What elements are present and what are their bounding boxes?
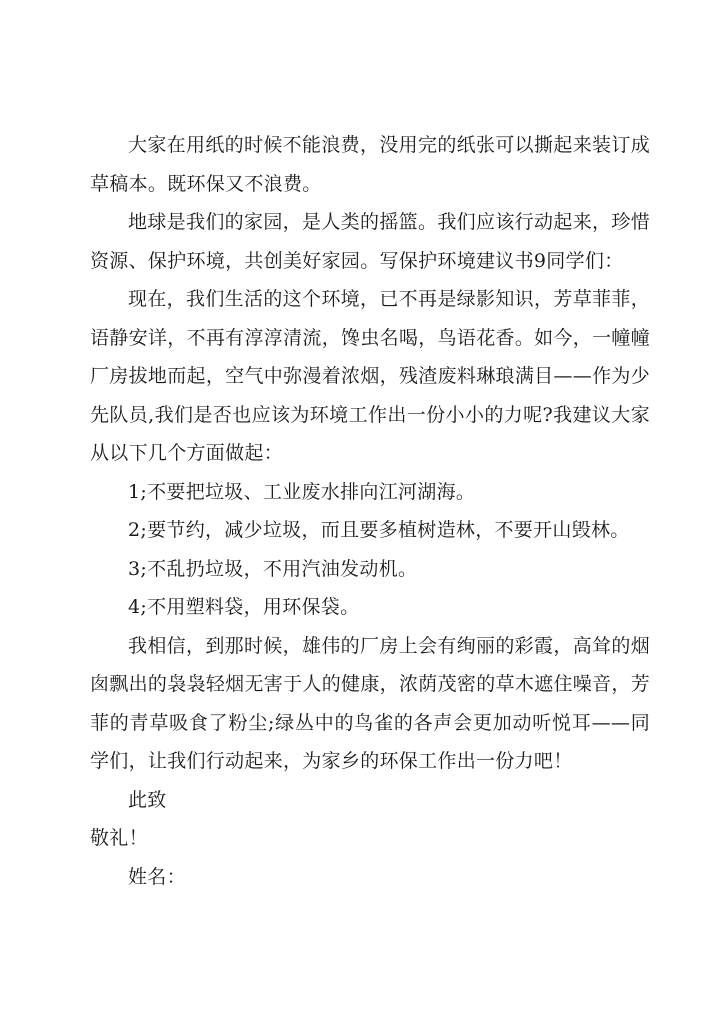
paragraph-current-environment: 现在，我们生活的这个环境，已不再是绿影知识，芳草菲菲，语静安详，不再有淳淳清流，馋虫名喝，鸟语花香。如今，一幢幢厂房拔地而起，空气中弥漫着浓烟，残渣废料琳琅满目——作为少先队员,我们是否也应该为环境工作出一份小小的力呢?我建议大家从以下几个方面做起： (90, 288, 650, 464)
suggestion-item-3: 3;不乱扔垃圾，不用汽油发动机。 (128, 557, 418, 580)
closing-regards: 敬礼！ (90, 827, 148, 849)
paragraph-future-vision: 我相信，到那时候，雄伟的厂房上会有绚丽的彩霞，高耸的烟囱飘出的袅袅轻烟无害于人的健康，浓荫茂密的草木遮住噪音，芳菲的青草吸食了粉尘;绿丛中的鸟雀的各声会更加动听悦耳——同学们，让我们行动起来，为家乡的环保工作出一份力吧！ (90, 634, 650, 772)
suggestion-item-2: 2;要节约，减少垃圾，而且要多植树造林，不要开山毁林。 (128, 519, 630, 541)
paragraph-paper-saving: 大家在用纸的时候不能浪费，没用完的纸张可以撕起来装订成草稿本。既环保又不浪费。 (90, 134, 650, 195)
paragraph-earth-home: 地球是我们的家园，是人类的摇篮。我们应该行动起来，珍惜资源、保护环境，共创美好家园。写保护环境建议书9同学们： (90, 211, 650, 272)
signature-name-label: 姓名： (128, 865, 186, 888)
closing-salutation: 此致 (128, 788, 167, 811)
letter-body (90, 126, 650, 896)
suggestion-item-4: 4;不用塑料袋，用环保袋。 (128, 596, 360, 618)
suggestion-item-1: 1;不要把垃圾、工业废水排向江河湖海。 (128, 480, 476, 503)
